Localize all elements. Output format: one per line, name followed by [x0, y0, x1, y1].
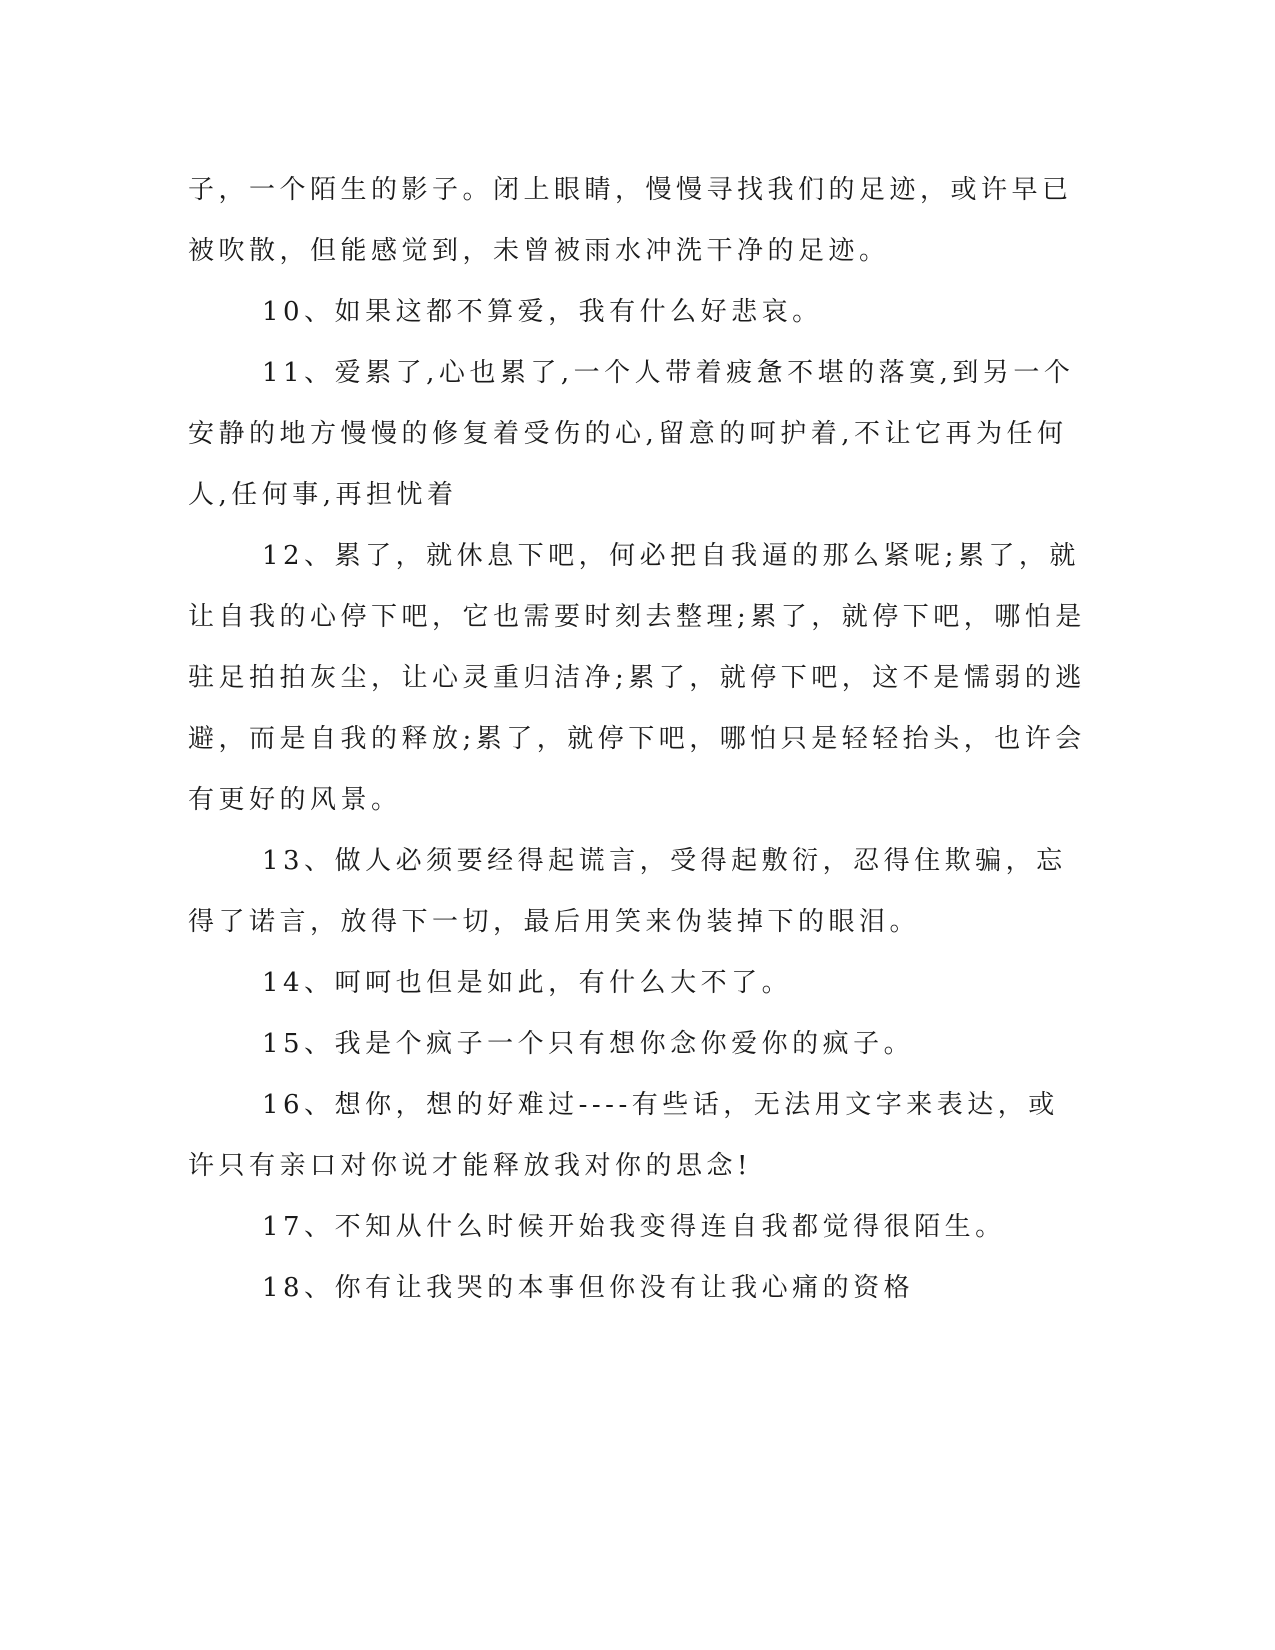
- paragraph-continued: 子，一个陌生的影子。闭上眼睛，慢慢寻找我们的足迹，或许早已被吹散，但能感觉到，未曾被雨水冲洗干净的足迹。: [188, 175, 1073, 266]
- document-body: [188, 160, 1088, 1319]
- paragraph-item-11: 11、爱累了,心也累了,一个人带着疲惫不堪的落寞,到另一个安静的地方慢慢的修复着受伤的心,留意的呵护着,不让它再为任何人,任何事,再担忧着: [188, 358, 1075, 510]
- paragraph-item-13: 13、做人必须要经得起谎言，受得起敷衍，忍得住欺骗，忘得了诺言，放得下一切，最后用笑来伪装掉下的眼泪。: [188, 846, 1067, 937]
- paragraph-item-17: 17、不知从什么时候开始我变得连自我都觉得很陌生。: [262, 1212, 1006, 1242]
- paragraph-item-18: 18、你有让我哭的本事但你没有让我心痛的资格: [262, 1273, 915, 1303]
- paragraph-item-16: 16、想你，想的好难过----有些话，无法用文字来表达，或许只有亲口对你说才能释放我对你的思念!: [188, 1090, 1059, 1181]
- paragraph-item-12: 12、累了，就休息下吧，何必把自我逼的那么紧呢;累了，就让自我的心停下吧，它也需要时刻去整理;累了，就停下吧，哪怕是驻足拍拍灰尘，让心灵重归洁净;累了，就停下吧，这不是懦弱的逃避，而是自我的释放;累了，就停下吧，哪怕只是轻轻抬头，也许会有更好的风景。: [188, 541, 1086, 815]
- paragraph-item-14: 14、呵呵也但是如此，有什么大不了。: [262, 968, 793, 998]
- paragraph-item-15: 15、我是个疯子一个只有想你念你爱你的疯子。: [262, 1029, 915, 1059]
- paragraph-item-10: 10、如果这都不算爱，我有什么好悲哀。: [262, 297, 823, 327]
